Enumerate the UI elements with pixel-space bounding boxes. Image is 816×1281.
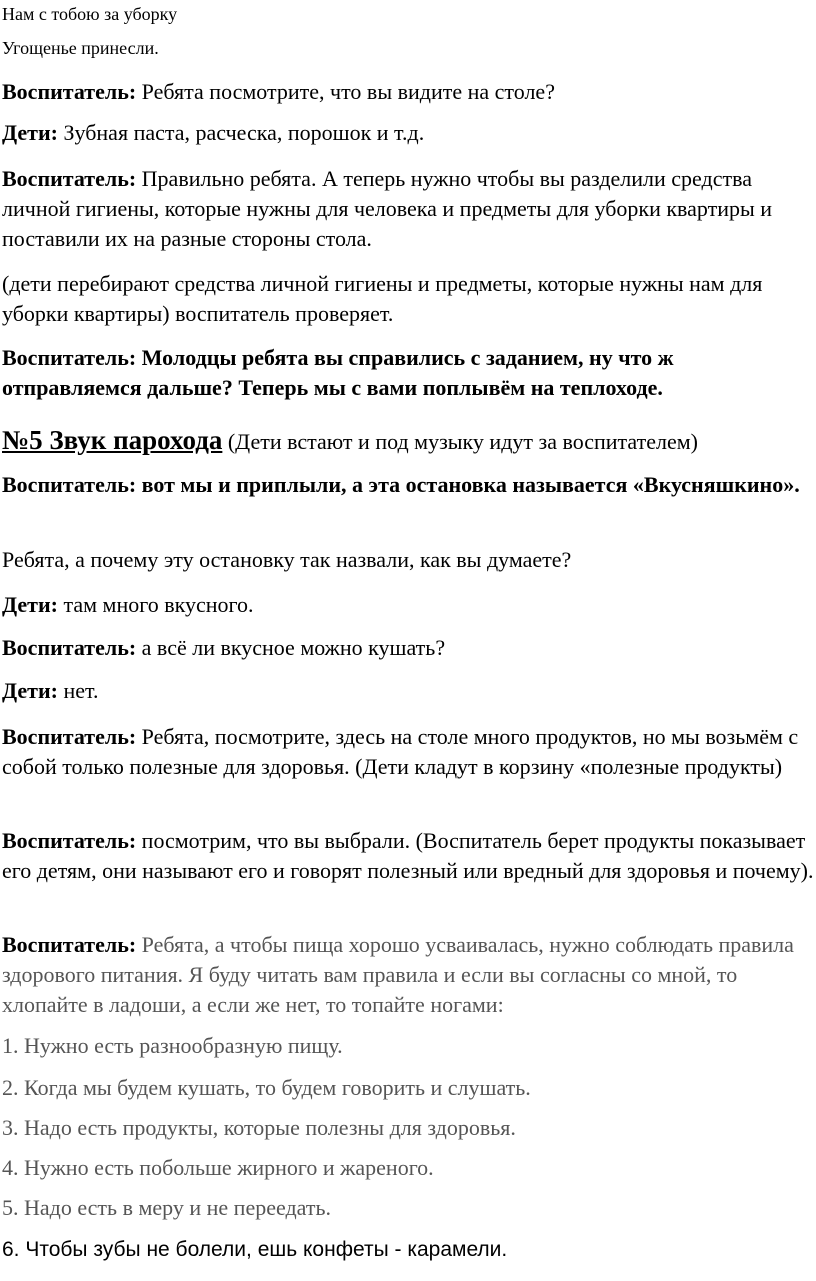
paragraph-teacher-praise: Воспитатель: Молодцы ребята вы справились с заданием, ну что ж отправляемся дальше? Теперь мы с вами поплывём на теплоходе. [2,345,674,400]
paragraph-children-sort: (дети перебирают средства личной гигиены и предметы, которые нужны нам для уборки квартиры) воспитатель проверяет. [2,271,763,326]
section-heading [2,420,814,462]
rule-item: 2. Когда мы будем кушать, то будем говорить и слушать. [2,1075,531,1100]
speaker-label: Дети: [2,678,58,703]
paragraph-children-no [2,676,814,706]
paragraph-teacher-arrival: Воспитатель: вот мы и приплыли, а эта остановка называется «Вкусняшкино». [2,472,800,497]
paragraph-text: нет. [57,678,99,703]
speaker-label: Воспитатель: [2,79,137,104]
speaker-label: Воспитатель: [2,635,137,660]
rule-item: 1. Нужно есть разнообразную пищу. [2,1033,343,1058]
paragraph-text: Правильно ребята. А теперь нужно чтобы вы разделили средства личной гигиены, которые нужны для человека и предметы для уборки квартиры и поставили их на разные стороны стола. [2,166,773,251]
paragraph-text: Ребята посмотрите, что вы видите на столе? [136,79,555,104]
paragraph-teacher-rules [2,930,814,1020]
rule-item: 6. Чтобы зубы не болели, ешь конфеты - карамели. [2,1238,508,1261]
paragraph-children-answer [2,118,814,148]
paragraph-text: Зубная паста, расческа, порошок и т.д. [57,120,425,145]
paragraph-teacher-eat [2,633,814,663]
speaker-label: Воспитатель: [2,166,137,191]
paragraph-text: а всё ли вкусное можно кушать? [136,635,446,660]
poem-line-1: Нам с тобою за уборку [2,4,178,24]
paragraph-teacher-instructions [2,164,814,254]
paragraph-children-tasty [2,590,814,620]
speaker-label: Воспитатель: [2,932,137,957]
section-title: №5 Звук парохода [2,425,223,455]
speaker-label: Дети: [2,592,58,617]
section-note: (Дети встают и под музыку идут за воспитателем) [222,429,699,454]
paragraph-teacher-check [2,826,814,886]
speaker-label: Воспитатель: [2,828,137,853]
paragraph-text: посмотрим, что вы выбрали. (Воспитатель берет продукты показывает его детям, они называют его и говорят полезный или вредный для здоровья и почему). [2,828,814,883]
paragraph-text: Ребята, а чтобы пища хорошо усваивалась, нужно соблюдать правила здорового питания. Я буду читать вам правила и если вы согласны со мной, то хлопайте в ладоши, а если же нет, то топайте ногами: [2,932,794,1017]
speaker-label: Дети: [2,120,58,145]
rule-item: 5. Надо есть в меру и не переедать. [2,1195,331,1220]
paragraph-teacher-products [2,722,814,782]
rule-item: 4. Нужно есть побольше жирного и жареного. [2,1155,434,1180]
paragraph-teacher-question [2,77,814,107]
speaker-label: Воспитатель: [2,724,137,749]
paragraph-text: там много вкусного. [57,592,254,617]
paragraph-question-name: Ребята, а почему эту остановку так назвали, как вы думаете? [2,547,572,572]
rule-item: 3. Надо есть продукты, которые полезны для здоровья. [2,1115,516,1140]
poem-line-2: Угощенье принесли. [2,38,159,58]
paragraph-text: Ребята, посмотрите, здесь на столе много продуктов, но мы возьмём с собой только полезные для здоровья. (Дети кладут в корзину «полезные продукты) [2,724,799,779]
